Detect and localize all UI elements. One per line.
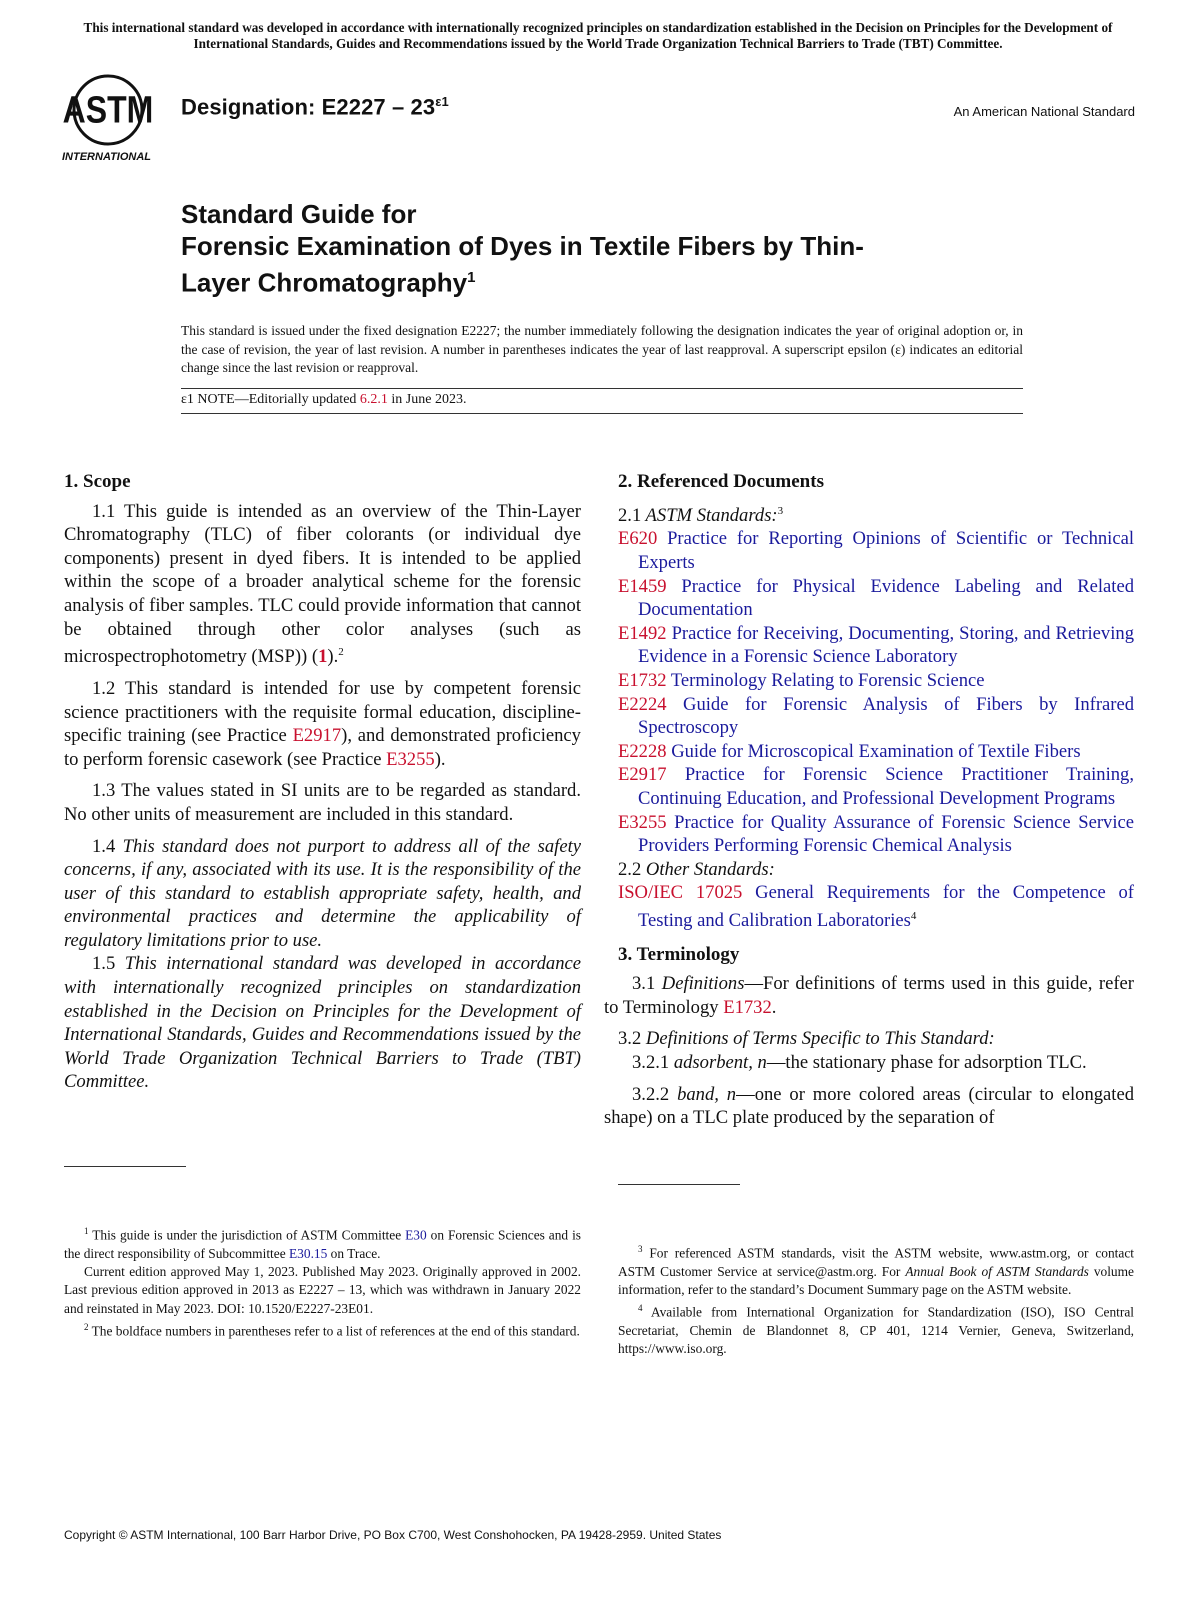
referenced-item-iso[interactable]: ISO/IEC 17025 General Requirements for the Competence of Testing and Calibration Laboratories$^4$ xyxy=(618,882,1134,932)
paragraph-3-2: 3.2 Definitions of Terms Specific to This Standard: xyxy=(618,1028,995,1050)
referenced-item-e620[interactable] xyxy=(618,527,1134,574)
scope-heading: 1. Scope xyxy=(64,471,131,492)
referenced-title[interactable]: Guide for Forensic Analysis of Fibers by Infrared Spectroscopy xyxy=(638,693,1134,739)
paragraph-1-2: 1.2 This standard is intended for use by competent forensic science practitioners with the requisite formal education, discipline-specific training (see Practice E2917), and demonstrated proficiency to perform forensic casework (see Practice E3255). xyxy=(64,677,581,770)
paragraph-1-1: 1.1 This guide is intended as an overview of the Thin-Layer Chromatography (TLC) of fiber colorants (or individual dye components) present in dyed fibers. It is intended to be applied within the scope of a broader analytical scheme for the forensic analysis of fiber samples. TLC could provide information that cannot be obtained through other color analyses (such as microspectrophotometry (MSP)) (1).$^2$ xyxy=(64,500,581,668)
issue-note: This standard is issued under the fixed designation E2227; the number immediately following the designation indicates the year of original adoption or, in the case of revision, the year of last revision. A number in parentheses indicates the year of last reapproval. A superscript epsilon (ε) indicates an editorial change since the last revision or reapproval. xyxy=(181,323,1023,375)
divider-top xyxy=(181,388,1023,389)
referenced-code[interactable]: E3255 xyxy=(618,811,667,833)
referenced-code[interactable]: E1492 xyxy=(618,622,667,644)
referenced-item-e2224[interactable] xyxy=(618,693,1134,740)
designation-label: Designation: E2227 – 23 xyxy=(181,94,436,120)
copyright-footer: Copyright © ASTM International, 100 Barr Harbor Drive, PO Box C700, West Conshohocken, PA 19428-2959. United States xyxy=(64,1528,722,1542)
right-column xyxy=(604,470,1135,1130)
referenced-code[interactable]: E2228 xyxy=(618,740,667,762)
divider-bottom xyxy=(181,413,1023,414)
title-footnote-mark: 1 xyxy=(467,269,476,286)
referenced-code[interactable]: E2917 xyxy=(618,764,667,786)
footnote-1-edition: Current edition approved May 1, 2023. Published May 2023. Originally approved in 2002. Last previous edition approved in 2013 as E2227 – 13, which was withdrawn in January 2022 and reinstated in May 2023. DOI: 10.1520/E2227-23E01. xyxy=(64,1264,581,1316)
american-national-standard: An American National Standard xyxy=(953,104,1135,119)
footnote-1: $^1$ This guide is under the jurisdiction of ASTM Committee E30 on Forensic Sciences and is the direct responsibility of Subcommittee E30.15 on Trace. xyxy=(64,1226,581,1261)
paragraph-1-4: 1.4 This standard does not purport to address all of the safety concerns, if any, associated with its use. It is the responsibility of the user of this standard to establish appropriate safety, health, and environmental practices and determine the applicability of regulatory limitations prior to use. xyxy=(64,835,581,951)
referenced-title[interactable]: Guide for Microscopical Examination of Textile Fibers xyxy=(666,740,1081,762)
title-line-1: Standard Guide for xyxy=(181,199,417,229)
referenced-item-e1492[interactable] xyxy=(618,622,1134,669)
paragraph-1-3: 1.3 The values stated in SI units are to be regarded as standard. No other units of measurement are included in this standard. xyxy=(64,780,581,825)
title-line-2: Forensic Examination of Dyes in Textile Fibers by Thin- xyxy=(181,231,864,261)
referenced-title[interactable]: Practice for Receiving, Documenting, Storing, and Retrieving Evidence in a Forensic Science Laboratory xyxy=(638,622,1134,668)
footnote-4: $^4$ Available from International Organization for Standardization (ISO), ISO Central Secretariat, Chemin de Blandonnet 8, CP 401, 1214 Vernier, Geneva, Switzerland, https://www.iso.org. xyxy=(618,1303,1134,1357)
referenced-item-e3255[interactable] xyxy=(618,811,1134,858)
footnote-3: $^3$ For referenced ASTM standards, visit the ASTM website, www.astm.org, or contact ASTM Customer Service at service@astm.org. For Annual Book of ASTM Standards volume information, refer to the standard’s Document Summary page on the ASTM website. xyxy=(618,1244,1134,1298)
referenced-code[interactable]: E1732 xyxy=(618,669,667,691)
footnote-divider-right xyxy=(618,1184,740,1185)
referenced-title[interactable]: Practice for Physical Evidence Labeling and Related Documentation xyxy=(638,575,1134,621)
referenced-documents-heading: 2. Referenced Documents xyxy=(618,471,824,492)
referenced-item-e2917[interactable] xyxy=(618,763,1134,810)
link-e3255[interactable]: E3255 xyxy=(386,748,435,770)
astm-logo xyxy=(62,72,170,164)
footnote-divider-left xyxy=(64,1166,186,1167)
designation-epsilon: ε1 xyxy=(435,94,449,109)
paragraph-3-2-2: 3.2.2 band, n—one or more colored areas (circular to elongated shape) on a TLC plate produced by the separation of xyxy=(604,1083,1135,1129)
document-title xyxy=(181,198,864,299)
title-line-3: Layer Chromatography$^1$ xyxy=(181,267,476,298)
top-note: This international standard was developed in accordance with internationally recognized principles on standardization established in the Decision on Principles for the Development of International Standards, Guides and Recommendations issued by the World Trade Organization Technical Barriers to Trade (TBT) Committee. xyxy=(83,20,1113,51)
link-e30-15[interactable]: E30.15 xyxy=(289,1245,328,1261)
astm-standards-label: 2.1 ASTM Standards:$^3$ xyxy=(618,504,784,526)
referenced-title[interactable]: Practice for Quality Assurance of Forensic Science Service Providers Performing Forensic Chemical Analysis xyxy=(638,811,1134,857)
link-e2917[interactable]: E2917 xyxy=(292,725,342,747)
left-column xyxy=(64,470,581,1094)
referenced-item-e1732[interactable] xyxy=(618,669,1134,693)
referenced-item-e1459[interactable] xyxy=(618,575,1134,622)
other-standards-label: 2.2 Other Standards: xyxy=(618,858,775,880)
referenced-title[interactable]: Practice for Forensic Science Practitioner Training, Continuing Education, and Professional Development Programs xyxy=(638,764,1134,809)
footnotes-right xyxy=(618,1240,1134,1359)
footnote-2: $^2$ The boldface numbers in parentheses refer to a list of references at the end of this standard. xyxy=(84,1321,580,1339)
paragraph-3-2-1: 3.2.1 adsorbent, n—the stationary phase for adsorption TLC. xyxy=(632,1052,1087,1074)
astm-logo-text: ASTM xyxy=(62,88,154,132)
section-link-6-2-1[interactable]: 6.2.1 xyxy=(359,392,388,407)
epsilon-note: ε1 NOTE—Editorially updated 6.2.1 in June 2023. xyxy=(181,392,467,407)
paragraph-3-1: 3.1 Definitions—For definitions of terms used in this guide, refer to Terminology E1732. xyxy=(604,973,1134,1018)
referenced-code[interactable]: E2224 xyxy=(618,693,667,715)
astm-logo-subtext: INTERNATIONAL xyxy=(62,151,152,163)
designation xyxy=(181,94,449,120)
reference-link-1[interactable]: 1 xyxy=(318,646,328,668)
footnotes-left xyxy=(64,1222,581,1341)
link-e1732[interactable]: E1732 xyxy=(723,996,772,1018)
terminology-heading: 3. Terminology xyxy=(618,943,740,965)
referenced-code[interactable]: E1459 xyxy=(618,575,667,597)
referenced-list xyxy=(618,527,1134,857)
paragraph-1-5: 1.5 This international standard was developed in accordance with internationally recognized principles on standardization established in the Decision on Principles for the Development of International Standards, Guides and Recommendations issued by the World Trade Organization Technical Barriers to Trade (TBT) Committee. xyxy=(64,953,581,1093)
referenced-item-e2228[interactable] xyxy=(618,740,1134,764)
referenced-code[interactable]: E620 xyxy=(618,528,658,550)
referenced-title[interactable]: Terminology Relating to Forensic Science xyxy=(666,669,985,691)
referenced-title[interactable]: Practice for Reporting Opinions of Scientific or Technical Experts xyxy=(638,528,1134,573)
link-e30[interactable]: E30 xyxy=(405,1227,427,1243)
